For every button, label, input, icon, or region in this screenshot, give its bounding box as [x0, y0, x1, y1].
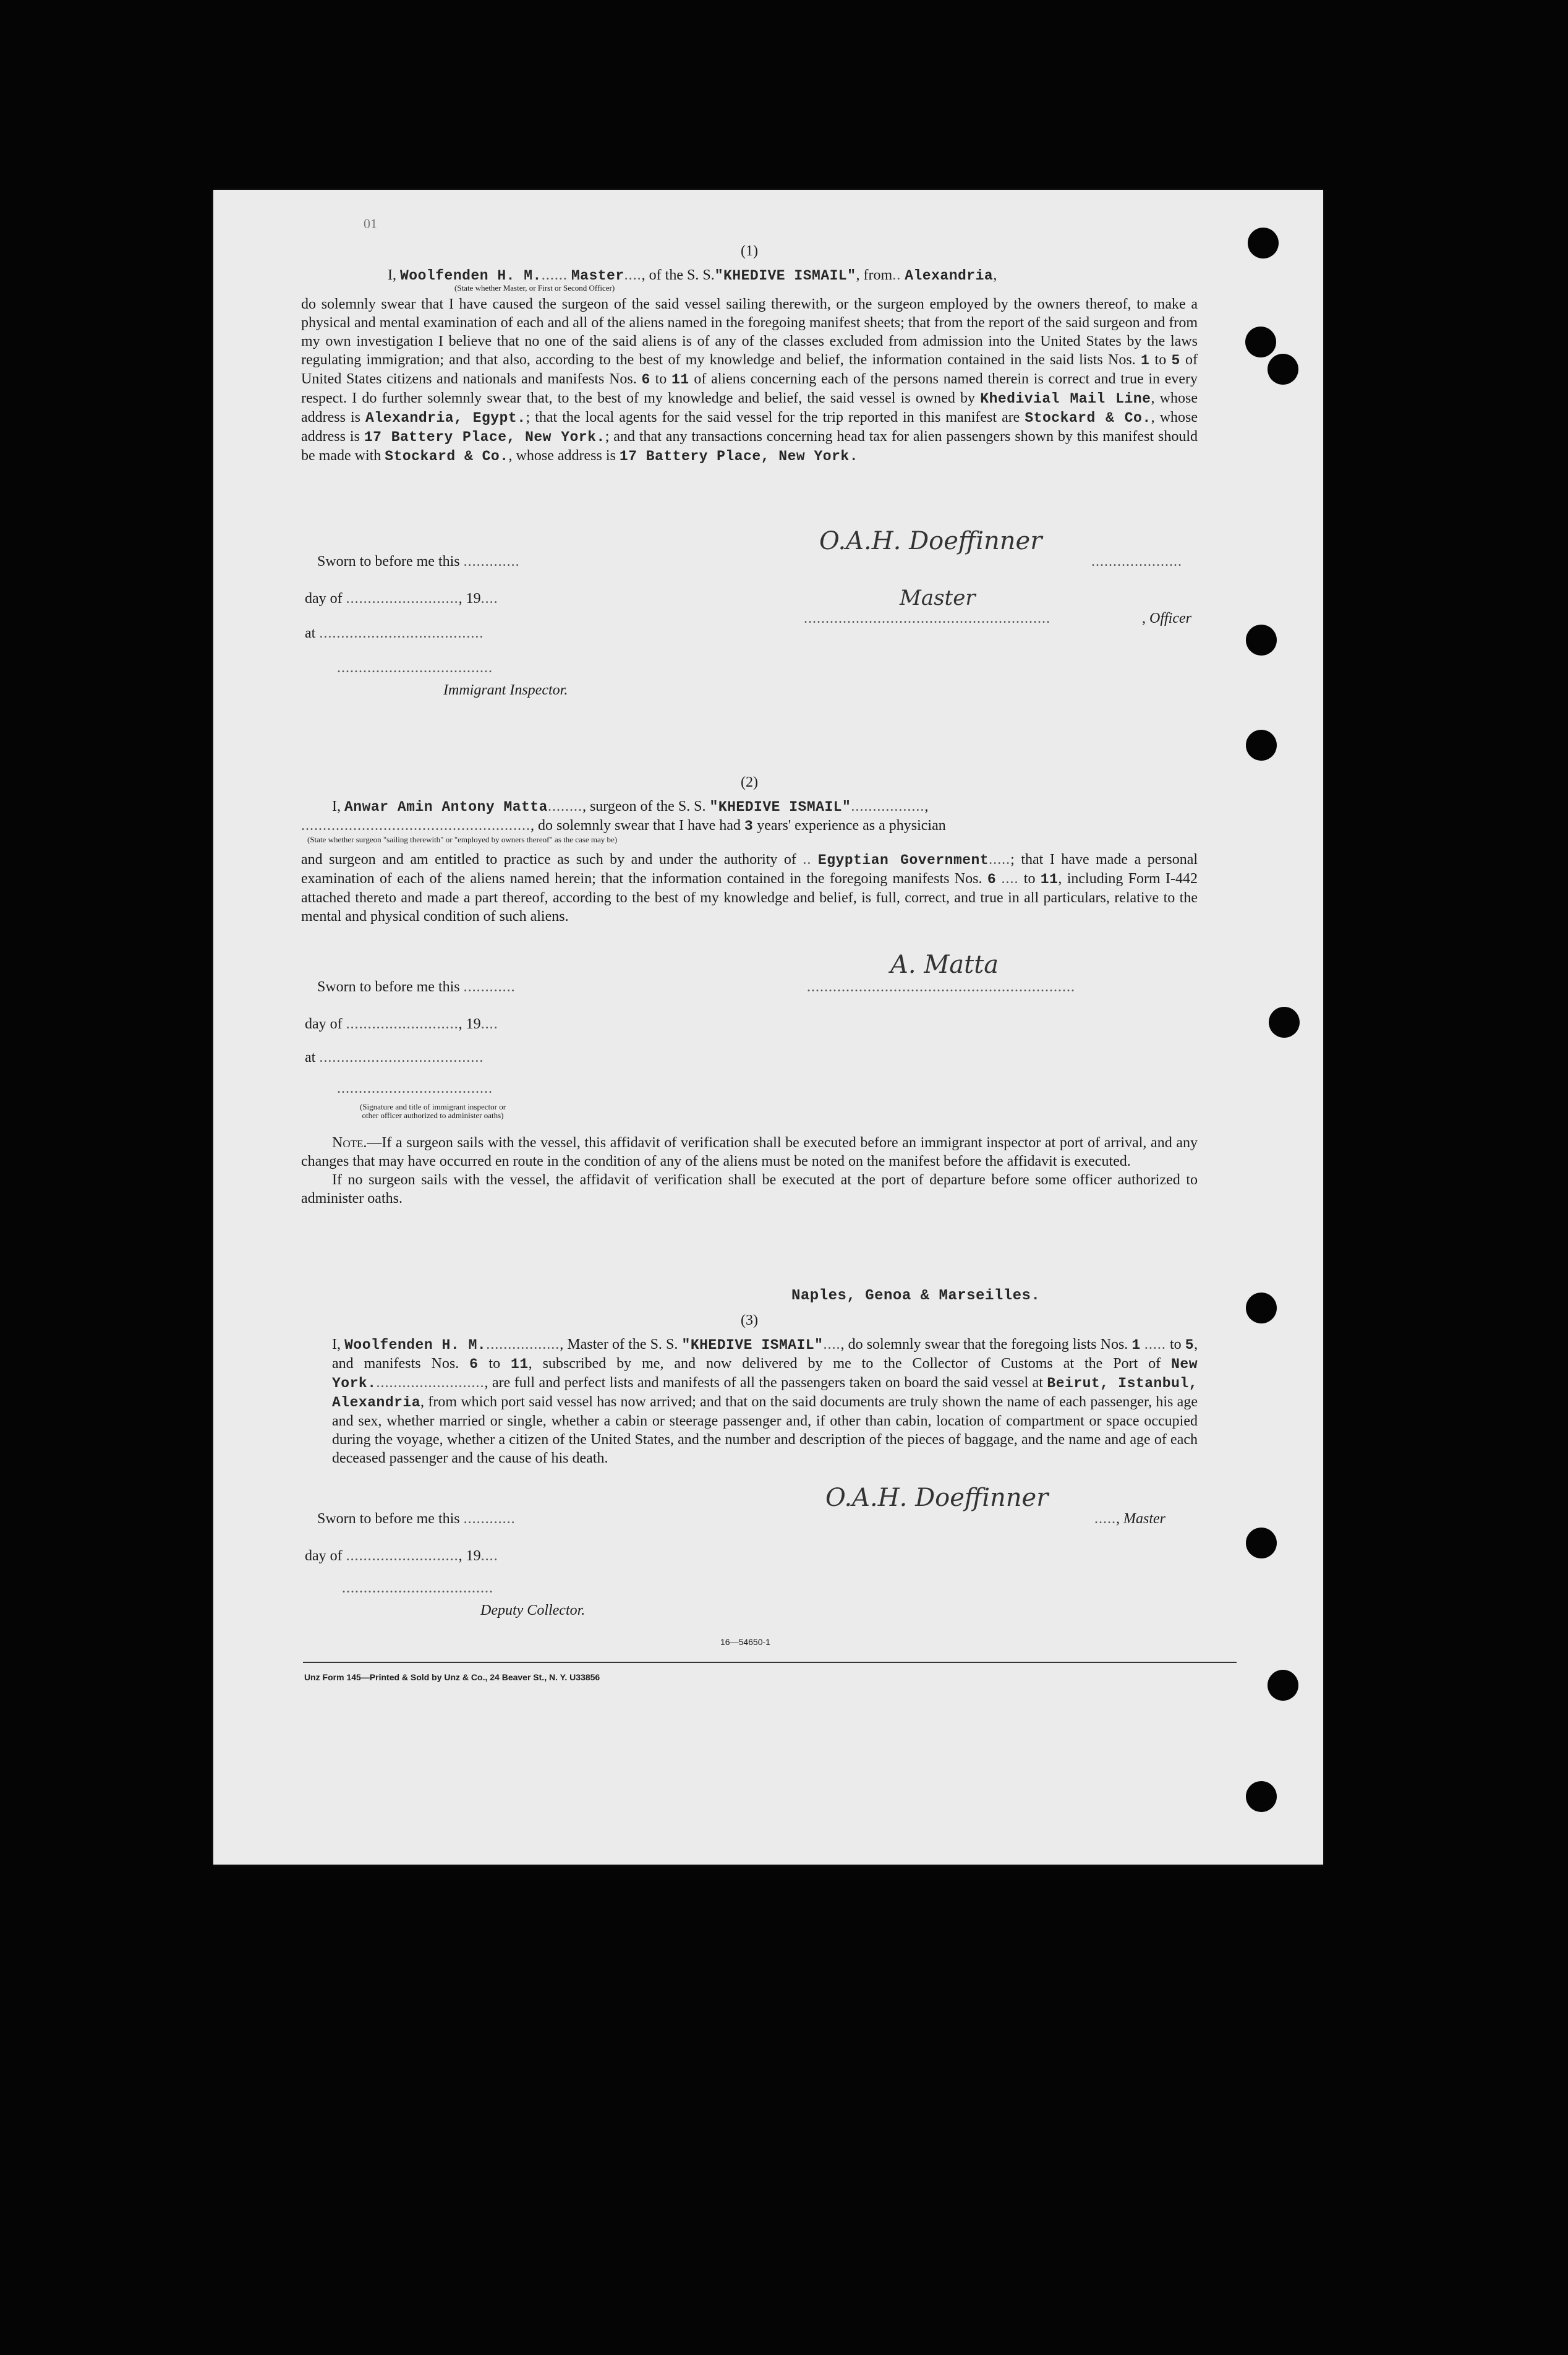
- departure-ports-note: Naples, Genoa & Marseilles.: [791, 1288, 1041, 1304]
- punch-hole: [1269, 1007, 1300, 1038]
- manifest-page: 01 (1) I, Woolfenden H. M....... Master...., of the S. S."KHEDIVE ISMAIL", from.. Alexandria, (State whether Master, or First or Second Officer) do solemnly swear that I have caused the surgeon of the said vessel sailing therewith, or the surgeon employed by the owners thereof, to make a physical and mental examination of each and all of the aliens named in the foregoing manifest sheets; that from the report of the said surgeon and from my own investigation I believe that no one of the said aliens is of any of the classes excluded from admission into the United States by the laws regulating immigration; and that also, according to the best of my knowledge and belief, the information contained in the said lists Nos. 1 to 5 of United States citizens and nationals and manifests Nos. 6 to 11 of aliens concerning each of the persons named therein is correct and true in every respect. I do further solemnly swear that, to the best of my knowledge and belief, the said vessel is owned by Khedivial Mail Line, whose address is Alexandria, Egypt.; that the local agents for the said vessel for the trip reported in this manifest are Stockard & Co., whose address is 17 Battery Place, New York.; and that any transactions concerning head tax for alien passengers shown by this manifest should be made with Stockard & Co., whose address is 17 Battery Place, New York. Sworn to before me this ............. day of .........................., 19.... at ...................................... .................................... Immigrant Inspector. O.A.H. Doeffinner ..................... ......................................................... Master , Officer (2) I, Anwar Amin Antony Matta........, surgeon of the S. S. "KHEDIVE ISMAIL"................., ....................................................., do solemnly swear that I have had 3 years' experience as a physician (State whether surgeon "sailing therewith" or "employed by owners thereof" as the case may be) and surgeon and am entitled to practice as such by and under the authority of .. Egyptian Government.....; that I have made a personal examination of each of the aliens named herein; that the information contained in the foregoing manifests Nos. 6 .... to 11, including Form I-442 attached thereto and made a part thereof, according to the best of my knowledge and belief, is full, correct, and true in all particulars, relative to the mental and physical condition of such aliens. A. Matta .............................................................. Sworn to before me this ............ day of .........................., 19.... at ...................................... .................................... (Signature and title of immigrant inspector or other officer authorized to administer oaths) Note.—If a surgeon sails with the vessel, this affidavit of verification shall be executed before an immigrant inspector at port of arrival, and any changes that may have occurred en route in the condition of any of the aliens must be noted on the manifest before the affidavit is executed. If no surgeon sails with the vessel, the affidavit of verification shall be executed at the port of departure before some officer authorized to administer oaths. Naples, Genoa & Marseilles. (3) I, Woolfenden H. M.................., Master of the S. S. "KHEDIVE ISMAIL"...., do solemnly swear that the foregoing lists Nos. 1 ..... to 5, and manifests Nos. 6 to 11, subscribed by me, and now delivered by me to the Collector of Customs at the Port of New York.........................., are full and perfect lists and manifests of all the passengers taken on board the said vessel at Beirut, Istanbul, Alexandria, from which port said vessel has now arrived; and that on the said documents are truly shown the name of each passenger, his age and sex, whether married or single, whether a cabin or steerage passenger and, if other than cabin, location of compartment or space occupied during the voyage, whether a citizen of the United States, and the number and description of the pieces of baggage, and the name and age of each deceased passenger and the cause of his death. Sworn to before me this ............ day of .........................., 19.... ................................... Deputy Collector. O.A.H. Doeffinner ....., Master 16—54650-1 Unz Form 145—Printed & Sold by Unz & Co., 24 Beaver St., N. Y. U33856: [213, 190, 1323, 1865]
- surgeon-name: Anwar Amin Antony Matta: [344, 799, 548, 815]
- immigrant-inspector-label: Immigrant Inspector.: [443, 682, 568, 698]
- master-rank: Master: [571, 268, 624, 284]
- section-1-master-oath: (1) I, Woolfenden H. M....... Master...., of the S. S."KHEDIVE ISMAIL", from.. Alexandria, (State whether Master, or First or Second Officer) do solemnly swear that I have caused the surgeon of the said vessel sailing therewith, or the surgeon employed by the owners thereof, to make a physical and mental examination of each and all of the aliens named in the foregoing manifest sheets; that from the report of the said surgeon and from my own investigation I believe that no one of the said aliens is of any of the classes excluded from admission into the United States by the laws regulating immigration; and that also, according to the best of my knowledge and belief, the information contained in the said lists Nos. 1 to 5 of United States citizens and nationals and manifests Nos. 6 to 11 of aliens concerning each of the persons named therein is correct and true in every respect. I do further solemnly swear that, to the best of my knowledge and belief, the said vessel is owned by Khedivial Mail Line, whose address is Alexandria, Egypt.; that the local agents for the said vessel for the trip reported in this manifest are Stockard & Co., whose address is 17 Battery Place, New York.; and that any transactions concerning head tax for alien passengers shown by this manifest should be made with Stockard & Co., whose address is 17 Battery Place, New York.: [301, 243, 1198, 464]
- local-agents: Stockard & Co.: [1025, 410, 1151, 426]
- years-experience: 3: [744, 818, 754, 834]
- vessel-name: "KHEDIVE ISMAIL": [714, 268, 856, 284]
- punch-hole: [1246, 625, 1277, 656]
- section-3-master-oath: (3) I, Woolfenden H. M.................., Master of the S. S. "KHEDIVE ISMAIL"...., do solemnly swear that the foregoing lists Nos. 1 ..... to 5, and manifests Nos. 6 to 11, subscribed by me, and now delivered by me to the Collector of Customs at the Port of New York.........................., are full and perfect lists and manifests of all the passengers taken on board the said vessel at Beirut, Istanbul, Alexandria, from which port said vessel has now arrived; and that on the said documents are truly shown the name of each passenger, his age and sex, whether married or single, whether a cabin or steerage passenger and, if other than cabin, location of compartment or space occupied during the voyage, whether a citizen of the United States, and the number and description of the pieces of baggage, and the name and age of each deceased passenger and the cause of his death.: [301, 1312, 1198, 1468]
- footer-rule: [303, 1662, 1237, 1663]
- vessel-owner: Khedivial Mail Line: [980, 391, 1151, 407]
- punch-hole: [1246, 1528, 1277, 1558]
- section-3-number: (3): [741, 1312, 758, 1328]
- printer-line: Unz Form 145—Printed & Sold by Unz & Co., 24 Beaver St., N. Y. U33856: [304, 1672, 600, 1682]
- faint-stamp: 01: [364, 216, 377, 231]
- surgeon-signature: A. Matta: [890, 951, 999, 979]
- section-2-surgeon-oath: (2) I, Anwar Amin Antony Matta........, surgeon of the S. S. "KHEDIVE ISMAIL"................., ....................................................., do solemnly swear that I have had 3 years' experience as a physician (State whether surgeon "sailing therewith" or "employed by owners thereof" as the case may be) and surgeon and am entitled to practice as such by and under the authority of .. Egyptian Government.....; that I have made a personal examination of each of the aliens named herein; that the information contained in the foregoing manifests Nos. 6 .... to 11, including Form I-442 attached thereto and made a part thereof, according to the best of my knowledge and belief, is full, correct, and true in all particulars, relative to the mental and physical condition of such aliens.: [301, 774, 1198, 925]
- punch-hole: [1248, 228, 1279, 259]
- arrival-port: New York.: [332, 1356, 1198, 1391]
- form-code: 16—54650-1: [720, 1637, 770, 1647]
- embarkation-ports: Beirut, Istanbul, Alexandria: [332, 1375, 1198, 1411]
- port-from: Alexandria: [905, 268, 994, 284]
- section-2-number: (2): [741, 774, 758, 790]
- rank-note: (State whether Master, or First or Second Officer): [454, 283, 615, 293]
- officer-title-signature: Master: [900, 586, 976, 610]
- section-2-body: and surgeon and am entitled to practice as such by and under the authority of .. Egyptian Government.....; that I have made a personal examination of each of the aliens named herein; that the information contained in the foregoing manifests Nos. 6 .... to 11, including Form I-442 attached thereto and made a part thereof, according to the best of my knowledge and belief, is full, correct, and true in all particulars, relative to the mental and physical condition of such aliens.: [301, 852, 1198, 925]
- punch-hole: [1246, 730, 1277, 761]
- master-name: Woolfenden H. M.: [400, 268, 542, 284]
- surgeon-authority: Egyptian Government: [817, 852, 989, 868]
- punch-hole: [1268, 354, 1298, 385]
- punch-hole: [1246, 1293, 1277, 1323]
- surgeon-note: (State whether surgeon "sailing therewith" or "employed by owners thereof" as the case may be): [307, 835, 618, 844]
- master-signature-1: O.A.H. Doeffinner: [819, 527, 1042, 555]
- section-1-number: (1): [741, 243, 758, 259]
- punch-hole: [1245, 327, 1276, 357]
- master-signature-3: O.A.H. Doeffinner: [825, 1484, 1049, 1512]
- officer-label: , Officer: [1142, 610, 1191, 626]
- punch-hole: [1246, 1781, 1277, 1812]
- signature-title-note: (Signature and title of immigrant inspector or other officer authorized to administer oaths): [359, 1102, 506, 1120]
- punch-hole: [1268, 1670, 1298, 1701]
- section-1-body: do solemnly swear that I have caused the surgeon of the said vessel sailing therewith, or the surgeon employed by the owners thereof, to make a physical and mental examination of each and all of the aliens named in the foregoing manifest sheets; that from the report of the said surgeon and from my own investigation I believe that no one of the said aliens is of any of the classes excluded from admission into the United States by the laws regulating immigration; and that also, according to the best of my knowledge and belief, the information contained in the said lists Nos. 1 to 5 of United States citizens and nationals and manifests Nos. 6 to 11 of aliens concerning each of the persons named therein is correct and true in every respect. I do further solemnly swear that, to the best of my knowledge and belief, the said vessel is owned by Khedivial Mail Line, whose address is Alexandria, Egypt.; that the local agents for the said vessel for the trip reported in this manifest are Stockard & Co., whose address is 17 Battery Place, New York.; and that any transactions concerning head tax for alien passengers shown by this manifest should be made with Stockard & Co., whose address is 17 Battery Place, New York.: [301, 296, 1198, 464]
- deputy-collector-label: Deputy Collector.: [480, 1602, 586, 1618]
- master-label: , Master: [1116, 1511, 1165, 1527]
- verification-note: Note.—If a surgeon sails with the vessel, this affidavit of verification shall be executed before an immigrant inspector at port of arrival, and any changes that may have occurred en route in the condition of any of the aliens must be noted on the manifest before the affidavit is executed. If no surgeon sails with the vessel, the affidavit of verification shall be executed at the port of departure before some officer authorized to administer oaths.: [301, 1135, 1198, 1207]
